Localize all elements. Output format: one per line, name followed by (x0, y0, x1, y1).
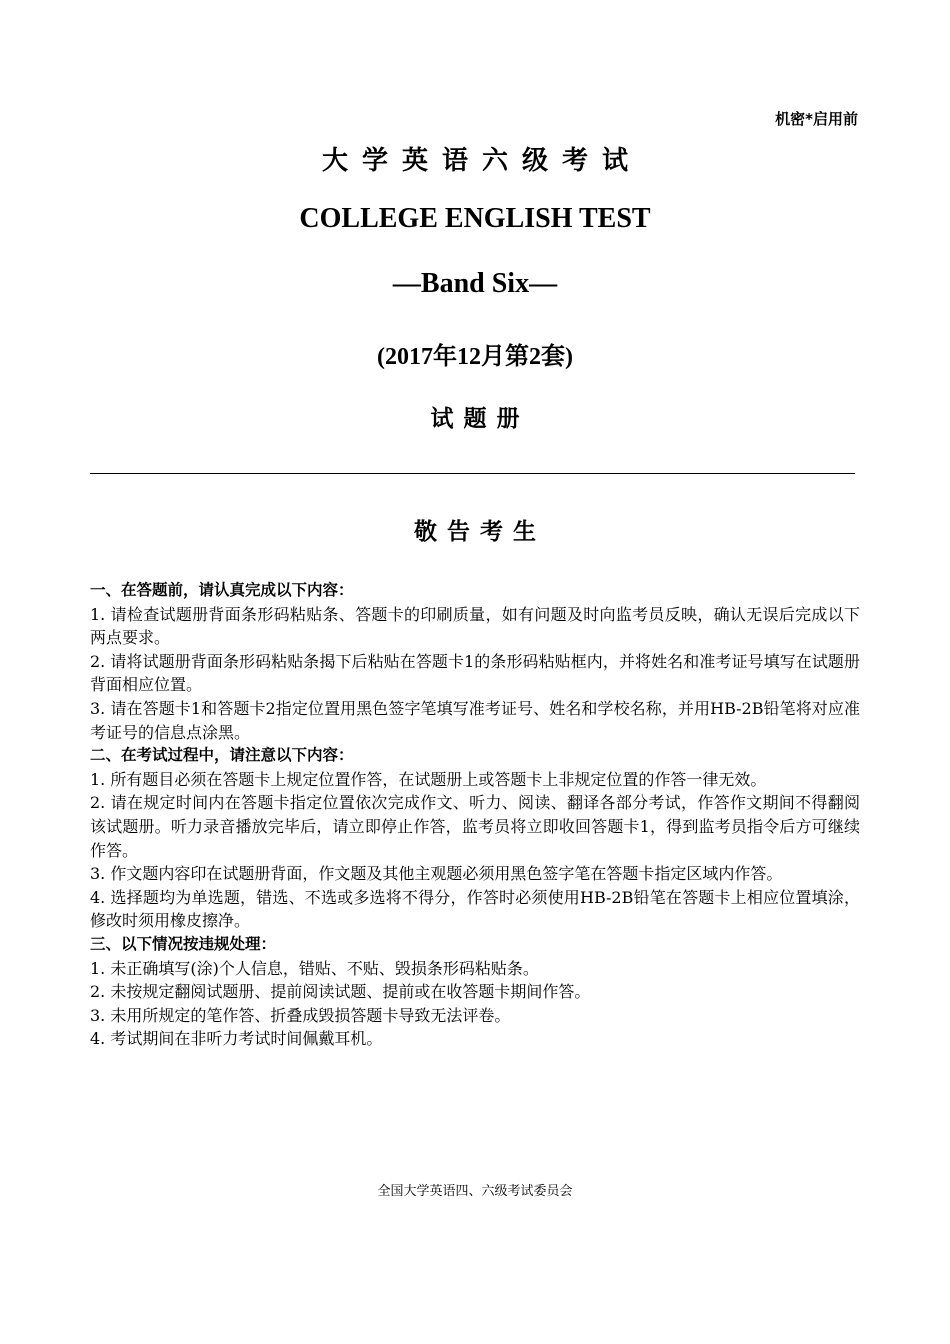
exam-session: (2017年12月第2套) (377, 344, 573, 370)
notice-title: 敬告考生 (414, 519, 546, 545)
booklet-label: 试题册 (430, 406, 530, 432)
notice-item: 2. 未按规定翻阅试题册、提前阅读试题、提前或在收答题卡期间作答。 (90, 982, 591, 1002)
section-heading: 一、在答题前，请认真完成以下内容： (90, 581, 354, 599)
exam-title-english: COLLEGE ENGLISH TEST (299, 203, 651, 234)
section-heading: 三、以下情况按违规处理： (90, 934, 277, 953)
notice-item: 2. 请将试题册背面条形码粘贴条揭下后粘贴在答题卡1的条形码粘贴框内，并将姓名和准考证号填写在试题册背面相应位置。 (90, 651, 860, 695)
notice-item: 4. 考试期间在非听力考试时间佩戴耳机。 (90, 1029, 383, 1049)
issuer-footer: 全国大学英语四、六级考试委员会 (377, 1184, 573, 1199)
notice-item: 3. 请在答题卡1和答题卡2指定位置用黑色签字笔填写准考证号、姓名和学校名称，并用HB-2B铅笔将对应准考证号的信息点涂黑。 (90, 698, 860, 742)
divider-line (90, 473, 855, 474)
notice-body (90, 579, 860, 1051)
notice-item: 2. 请在规定时间内在答题卡指定位置依次完成作文、听力、阅读、翻译各部分考试，作答作文期间不得翻阅该试题册。听力录音播放完毕后，请立即停止作答，监考员将立即收回答题卡1，得到监考员指令后方可继续作答。 (90, 793, 860, 860)
notice-item: 3. 未用所规定的笔作答、折叠成毁损答题卡导致无法评卷。 (90, 1005, 511, 1025)
confidential-mark: 机密*启用前 (775, 110, 858, 128)
section-heading: 二、在考试过程中，请注意以下内容： (90, 746, 354, 765)
exam-title-chinese: 大学英语六级考试 (321, 146, 642, 176)
exam-band: —Band Six— (392, 268, 558, 299)
notice-item: 1. 请检查试题册背面条形码粘贴条、答题卡的印刷质量，如有问题及时向监考员反映，确认无误后完成以下两点要求。 (90, 604, 860, 648)
notice-item: 4. 选择题均为单选题，错选、不选或多选将不得分，作答时必须使用HB-2B铅笔在答题卡上相应位置填涂，修改时须用橡皮擦净。 (90, 887, 860, 931)
notice-item: 3. 作文题内容印在试题册背面，作文题及其他主观题必须用黑色签字笔在答题卡指定区域内作答。 (90, 864, 783, 884)
notice-item: 1. 未正确填写(涂)个人信息，错贴、不贴、毁损条形码粘贴条。 (90, 958, 539, 978)
notice-item: 1. 所有题目必须在答题卡上规定位置作答，在试题册上或答题卡上非规定位置的作答一律无效。 (90, 769, 767, 789)
